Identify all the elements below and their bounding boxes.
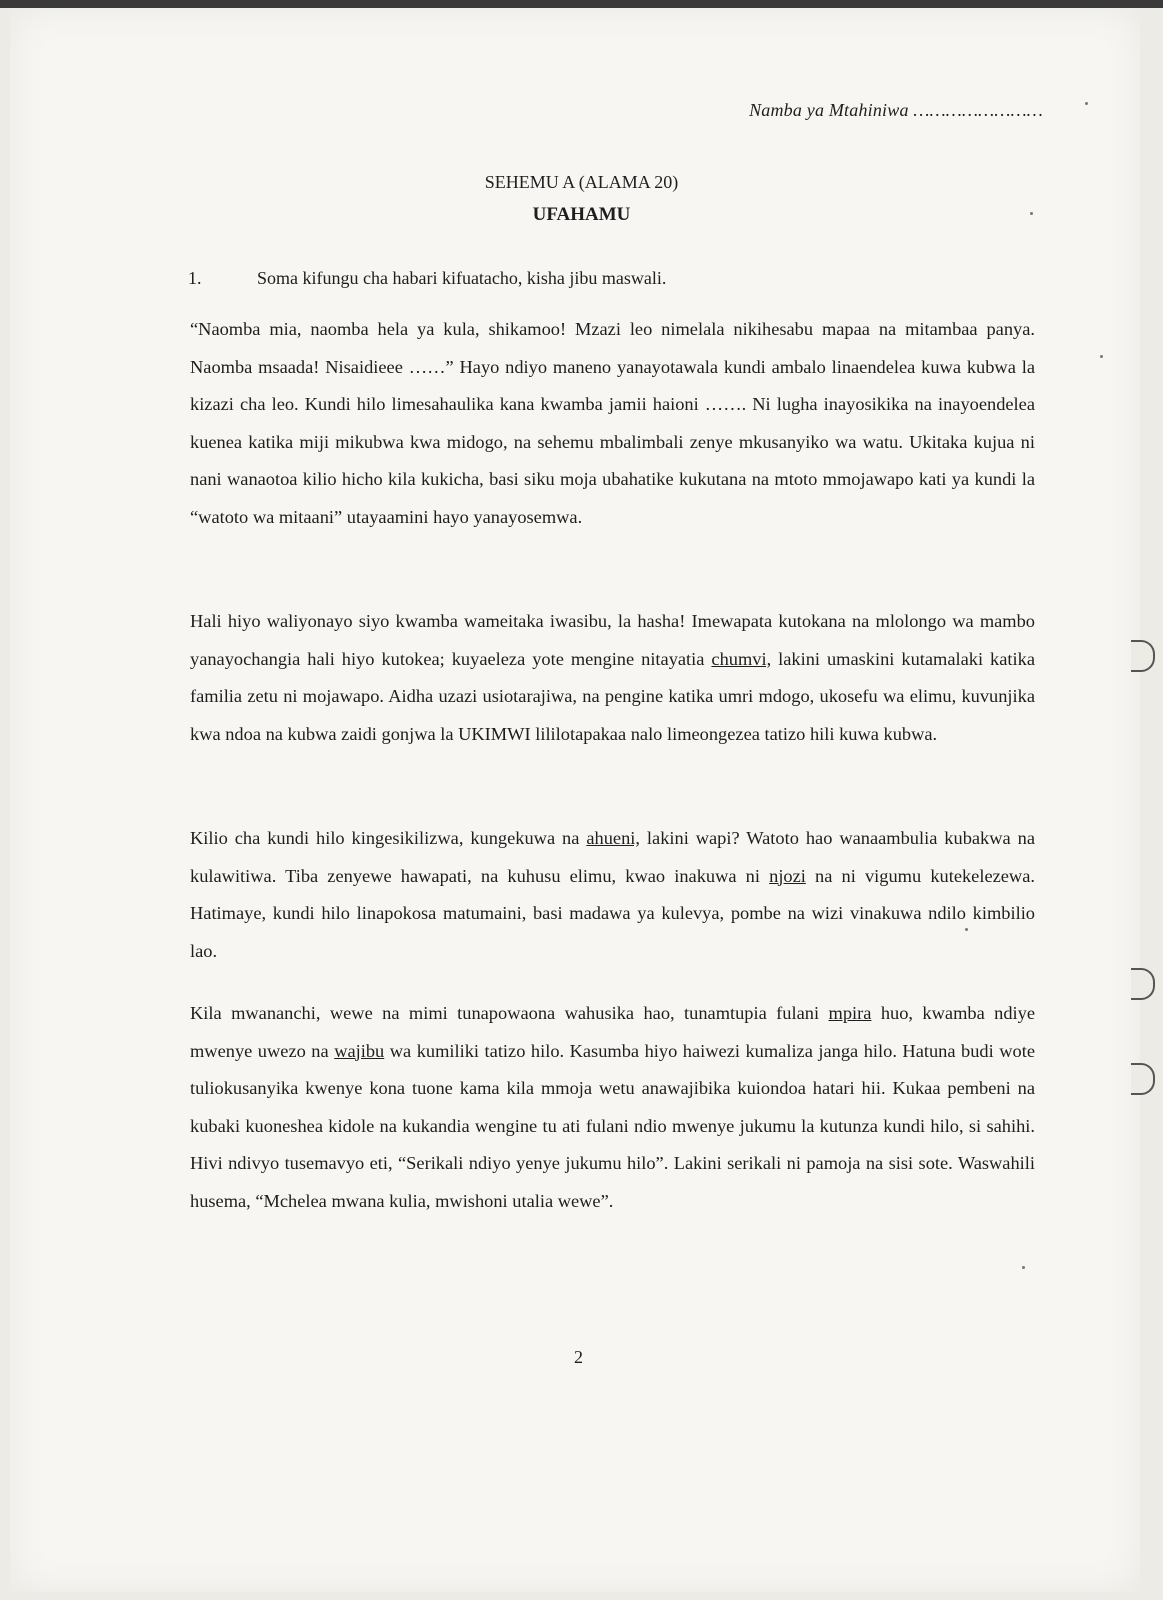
underlined-word: chumvi, (711, 648, 772, 669)
paragraph-text: lakini wapi? Watoto hao wanaambulia kubakwa na kulawitiwa. Tiba zenyewe hawapati, na kuhusu elimu, kwao inakuwa ni (190, 828, 1035, 886)
question-instruction: Soma kifungu cha habari kifuatacho, kisha jibu maswali. (257, 268, 667, 288)
scan-top-edge (0, 0, 1163, 8)
section-title: SEHEMU A (ALAMA 20) (484, 172, 679, 192)
paragraph-text: Kilio cha kundi hilo kingesikilizwa, kungekuwa na (190, 828, 580, 848)
paragraph-text: Hali hiyo waliyonayo siyo kwamba wameitaka iwasibu, la hasha! Imewapata kutokana na mlolongo wa mambo yanayochangia hali hiyo kutokea; kuyaeleza yote mengine nitayatia (190, 611, 1035, 669)
passage-paragraph-3 (190, 820, 1035, 970)
page-number: 2 (574, 1347, 583, 1367)
paragraph-text: na ni vigumu kutekelezewa. Hatimaye, kundi hilo linapokosa matumaini, basi madawa ya kulevya, pombe na wizi vinakuwa ndilo kimbilio lao. (190, 865, 1035, 961)
passage-paragraph-4 (190, 995, 1035, 1220)
question-number: 1. (188, 268, 202, 288)
punch-hole (1131, 1063, 1155, 1095)
paragraph-text: lakini umaskini kutamalaki katika familia zetu ni mojawapo. Aidha uzazi usiotarajiwa, na pengine katika umri mdogo, ukosefu wa elimu, kuvunjika kwa ndoa na kubwa zaidi gonjwa la UKIMWI lililotapakaa nalo limeongezea tatizo hili kuwa kubwa. (190, 648, 1035, 744)
paragraph-text: wa kumiliki tatizo hilo. Kasumba hiyo haiwezi kumaliza janga hilo. Hatuna budi wote tuliokusanyika kwenye kona tuone kama kila mmoja wetu anawajibika kuiondoa hatari hii. Kukaa pembeni na kubaki kuoneshea kidole na kukandia wengine tu ati fulani ndio mwenye jukumu la kutunza kundi hilo, si sahihi. Hivi ndivyo tusemavyo eti, “Serikali ndiyo yenye jukumu hilo”. Lakini serikali ni pamoja na sisi sote. Waswahili husema, “Mchelea mwana kulia, mwishoni utalia wewe”. (190, 1040, 1035, 1211)
candidate-number-label: Namba ya Mtahiniwa …………………… (749, 100, 1043, 120)
scan-speck (1100, 355, 1103, 358)
passage-paragraph-2 (190, 603, 1035, 753)
punch-hole (1131, 640, 1155, 672)
paragraph-text: huo, kwamba ndiye mwenye uwezo na (190, 1003, 1036, 1061)
underlined-word: njozi (769, 865, 806, 886)
underlined-word: mpira (828, 1003, 872, 1023)
passage-paragraph-1 (190, 311, 1035, 536)
section-subtitle: UFAHAMU (532, 204, 631, 225)
scan-speck (1085, 102, 1088, 105)
scan-speck (1022, 1266, 1025, 1269)
paragraph-text: Kila mwananchi, wewe na mimi tunapowaona wahusika hao, tunamtupia fulani (190, 1003, 820, 1023)
underlined-word: wajibu (334, 1040, 385, 1061)
underlined-word: ahueni, (586, 828, 640, 848)
punch-hole (1131, 968, 1155, 1000)
paragraph-text: “Naomba mia, naomba hela ya kula, shikamoo! Mzazi leo nimelala nikihesabu mapaa na mitambaa panya. Naomba msaada! Nisaidieee ……” Hayo ndiyo maneno yanayotawala kundi ambalo linaendelea kuwa kubwa la kizazi cha leo. Kundi hilo limesahaulika kana kwamba jamii haioni ……. Ni lugha inayosikika na inayoendelea kuenea katika miji mikubwa kwa midogo, na sehemu mbalimbali zenye mkusanyiko wa watu. Ukitaka kujua ni nani wanaotoa kilio hicho kila kukicha, basi siku moja ubahatike kukutana na mtoto mmojawapo kati ya kundi la “watoto wa mitaani” utayaamini hayo yanayosemwa. (190, 319, 1035, 527)
